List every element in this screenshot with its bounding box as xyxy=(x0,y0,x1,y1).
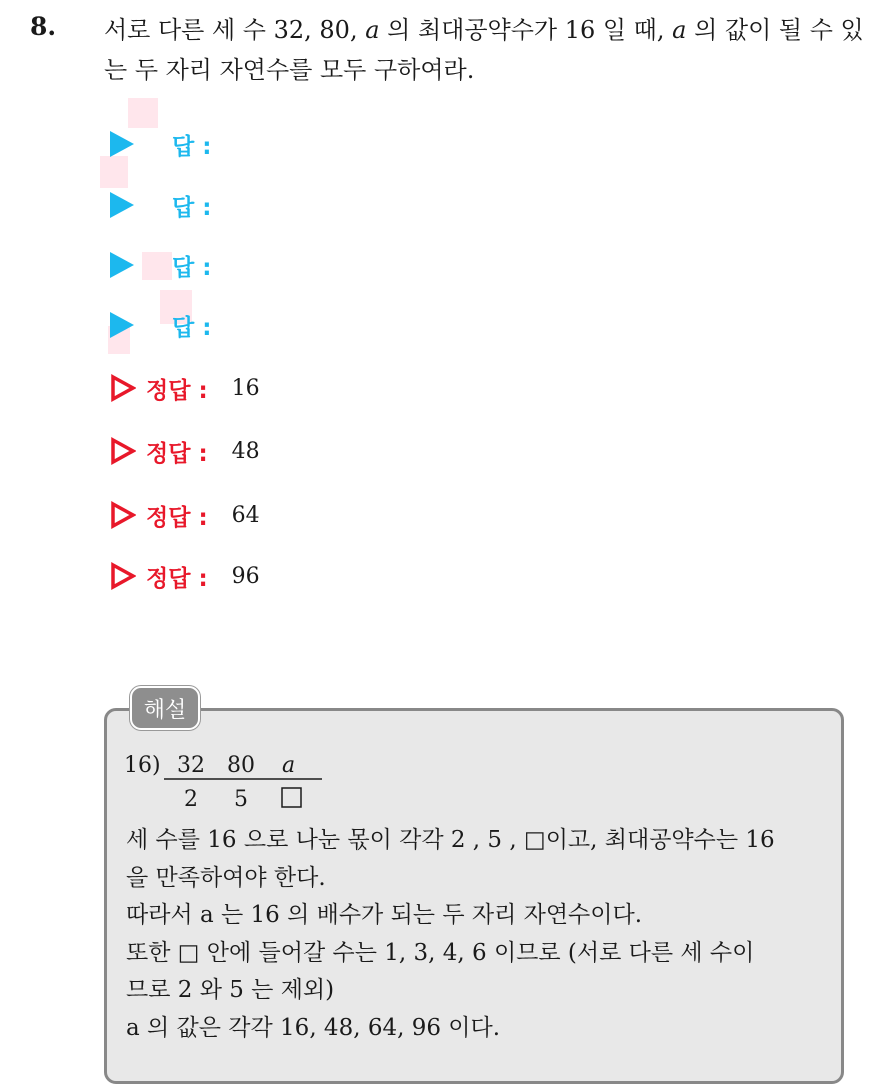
outline-triangle-icon xyxy=(110,437,136,465)
question-segment: 의 값이 될 수 있는 두 자리 자연수를 모두 구하여라. xyxy=(104,16,864,84)
explanation-text xyxy=(126,822,834,1047)
division-dividend: 80 xyxy=(227,753,255,778)
blank-box xyxy=(282,788,301,807)
division-dividend: 32 xyxy=(177,753,205,778)
answer-label: 답 : xyxy=(172,314,212,341)
question-variable: a xyxy=(365,16,380,44)
division-dividend: a xyxy=(282,753,296,778)
play-triangle-icon xyxy=(110,312,134,338)
outline-triangle-icon xyxy=(110,501,136,529)
question-text xyxy=(104,10,864,90)
outline-triangle-icon xyxy=(110,562,136,590)
solution-label: 정답 : xyxy=(146,565,208,592)
explanation-line: 므로 2 와 5 는 제외) xyxy=(126,977,335,1003)
solution-value: 96 xyxy=(231,563,260,589)
play-triangle-icon xyxy=(110,131,134,157)
answer-row[interactable] xyxy=(110,305,211,345)
solution-value: 16 xyxy=(231,375,260,401)
division-quotient: 2 xyxy=(184,787,198,812)
answer-row[interactable] xyxy=(110,124,211,164)
division-diagram xyxy=(122,748,332,814)
outline-triangle-icon xyxy=(110,374,136,402)
question-number: 8. xyxy=(30,12,57,41)
solution-value: 64 xyxy=(231,502,260,528)
answer-row[interactable] xyxy=(110,185,211,225)
solution-label: 정답 : xyxy=(146,504,208,531)
solution-value: 48 xyxy=(231,438,260,464)
answer-label: 답 : xyxy=(172,133,212,160)
solution-row xyxy=(110,495,260,535)
explanation-line: a 의 값은 각각 16, 48, 64, 96 이다. xyxy=(126,1014,501,1041)
division-quotient: 5 xyxy=(234,787,248,812)
answer-label: 답 : xyxy=(172,254,212,281)
explanation-line: 세 수를 16 으로 나눈 몫이 각각 2 , 5 , □이고, 최대공약수는 16 xyxy=(126,827,775,853)
explanation-tab: 해설 xyxy=(130,686,200,730)
question-variable: a xyxy=(672,16,687,44)
play-triangle-icon xyxy=(110,252,134,278)
solution-row xyxy=(110,368,260,408)
question-segment: 서로 다른 세 수 32, 80, xyxy=(104,16,366,44)
answer-row[interactable] xyxy=(110,245,211,285)
division-divisor: 16) xyxy=(124,753,161,778)
solution-label: 정답 : xyxy=(146,440,208,467)
solution-row xyxy=(110,431,260,471)
explanation-line: 을 만족하여야 한다. xyxy=(126,864,326,891)
explanation-line: 따라서 a 는 16 의 배수가 되는 두 자리 자연수이다. xyxy=(126,902,643,928)
solution-label: 정답 : xyxy=(146,377,208,404)
explanation-line: 또한 □ 안에 들어갈 수는 1, 3, 4, 6 이므로 (서로 다른 세 수이 xyxy=(126,939,755,966)
solution-row xyxy=(110,556,260,596)
question-segment: 의 최대공약수가 16 일 때, xyxy=(379,16,673,44)
play-triangle-icon xyxy=(110,192,134,218)
answer-label: 답 : xyxy=(172,194,212,221)
